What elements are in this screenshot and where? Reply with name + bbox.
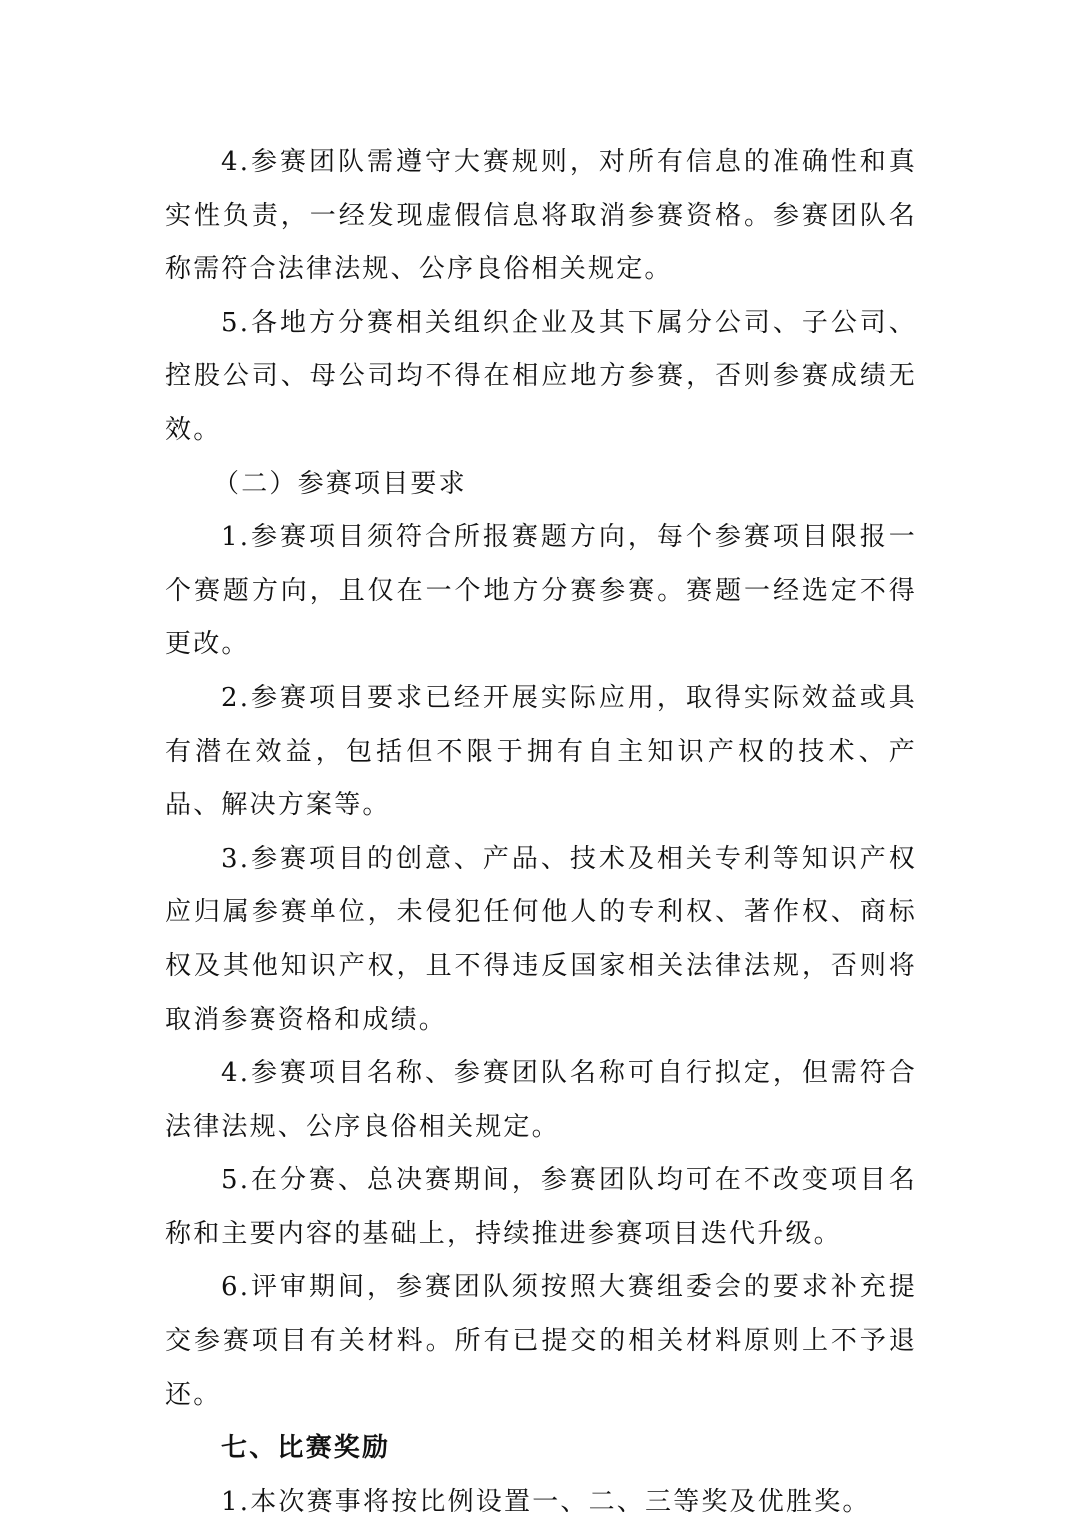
paragraph-iteration-upgrade: 5.在分赛、总决赛期间，参赛团队均可在不改变项目名称和主要内容的基础上，持续推进参赛项目迭代升级。 <box>165 1165 917 1249</box>
paragraph-topic-direction: 1.参赛项目须符合所报赛题方向，每个参赛项目限报一个赛题方向，且仅在一个地方分赛参赛。赛题一经选定不得更改。 <box>165 522 917 660</box>
paragraph-practical-application: 2.参赛项目要求已经开展实际应用，取得实际效益或具有潜在效益，包括但不限于拥有自主知识产权的技术、产品、解决方案等。 <box>165 682 917 821</box>
paragraph-project-naming: 4.参赛项目名称、参赛团队名称可自行拟定，但需符合法律法规、公序良俗相关规定。 <box>165 1058 917 1142</box>
paragraph-award-levels: 1.本次赛事将按比例设置一、二、三等奖及优胜奖。 <box>221 1486 871 1517</box>
paragraph-organizer-restriction: 5.各地方分赛相关组织企业及其下属分公司、子公司、控股公司、母公司均不得在相应地方参赛，否则参赛成绩无效。 <box>165 307 917 445</box>
paragraph-review-materials: 6.评审期间，参赛团队须按照大赛组委会的要求补充提交参赛项目有关材料。所有已提交的相关材料原则上不予退还。 <box>165 1272 917 1410</box>
paragraph-team-rules: 4.参赛团队需遵守大赛规则，对所有信息的准确性和真实性负责，一经发现虚假信息将取消参赛资格。参赛团队名称需符合法律法规、公序良俗相关规定。 <box>165 147 917 285</box>
document-body <box>165 136 917 1529</box>
section-subheading-project-requirements: （二）参赛项目要求 <box>213 468 467 499</box>
paragraph-intellectual-property: 3.参赛项目的创意、产品、技术及相关专利等知识产权应归属参赛单位，未侵犯任何他人的专利权、著作权、商标权及其他知识产权，且不得违反国家相关法律法规，否则将取消参赛资格和成绩。 <box>165 843 917 1035</box>
section-heading-awards: 七、比赛奖励 <box>221 1433 391 1464</box>
